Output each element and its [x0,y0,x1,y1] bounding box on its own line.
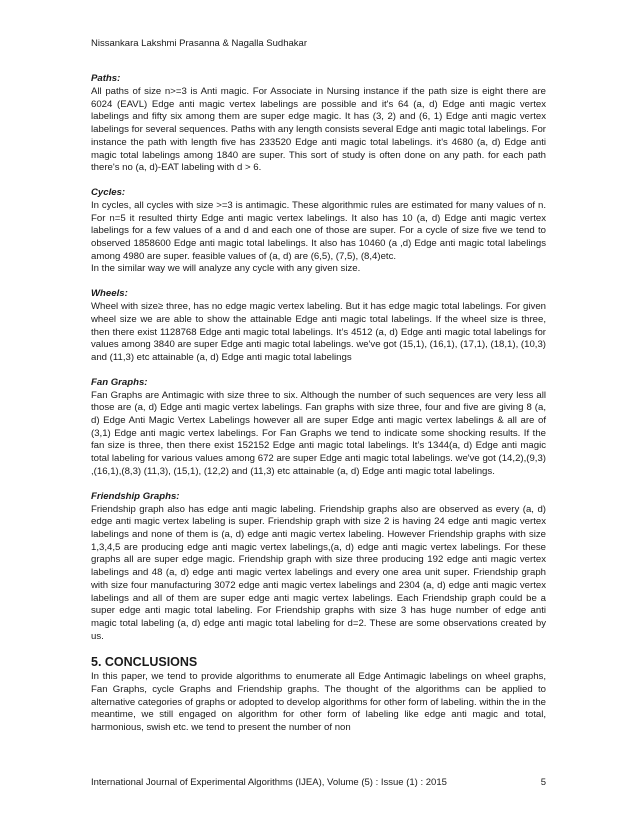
section-title: Wheels: [91,288,128,300]
paragraph: In this paper, we tend to provide algorithms to enumerate all Edge Antimagic labelings on wheel graphs, Fan Graphs, cycle Graphs and Friendship graphs. The thought of the algorithms can be applied to alternative categories of graphs or adopted to develop algorithms for other form of labeling. within the in the meantime, we still engaged on algorithm for other form of labeling like edge anti magic and total, harmonious, swish etc. we tend to present the number of non [91,671,546,734]
paragraph: Friendship graph also has edge anti magic labeling. Friendship graphs also are observed as every (a, d) edge anti magic vertex labeling is super. Friendship graph with size 2 is having 24 edge anti magic vertex labelings and none of them is (a, d) edge anti magic vertex labeling. However Friendship graphs with size 1,3,4,5 are producing edge anti magic vertex labelings,(a, d) edge anti magic vertex labelings. For these graphs all are super edge magic. Friendship graph with size three producing 192 edge anti magic vertex labelings and 48 (a, d) edge anti magic vertex labelings and every one area unit super. Friendship graph with size four manufacturing 3072 edge anti magic vertex labelings and 2304 (a, d) edge anti magic vertex labelings and all of them are super edge anti magic vertex labelings. Each Friendship graph could be a super edge anti magic total labeling. For Friendship graphs with size 3 has huge number of edge anti magic total labeling (a, d) edge anti magic total labeling for d=2. These are some observations created by us. [91,503,546,642]
paragraph: In cycles, all cycles with size >=3 is antimagic. These algorithmic rules are estimated for many values of n. For n=5 it resulted thirty Edge anti magic vertex labelings. It also has 10 (a, d) Edge anti magic vertex labelings for a few values of a and d and each one of those are super. For a cycle of size five we tend to observed 1858600 Edge anti magic total labelings. It also has 10460 (a ,d) Edge anti magic total labelings among 4980 are super. feasible values of (a, d) are (6,5), (7,5), (8,4)etc. [91,199,546,262]
section-title: Paths: [91,73,121,84]
page-number: 5 [540,777,546,788]
section-friendship-graphs [91,491,546,644]
section-cycles [91,187,546,276]
section-title: Fan Graphs: [91,376,148,388]
paragraph: All paths of size n>=3 is Anti magic. For Associate in Nursing instance if the path size is eight there are 6024 (EAVL) Edge anti magic vertex labelings are possible and it's 64 (a, d) Edge anti magic vertex labelings and fifty six among them are super edge magic. It has (3, 2) and (6, 1) Edge anti magic vertex labelings for several sequences. Paths with any length consists several Edge anti magic total labelings. For instance the path with length five has 233520 Edge anti magic total labelings. it's 4680 (a, d) Edge anti magic total labelings among 1840 are super. This sort of study is often done on any path. for each path there's no (a, d)-EAT labeling with d > 6. [91,86,546,174]
body-content [91,73,546,735]
section-title: Cycles: [91,186,126,198]
conclusions-title: 5. CONCLUSIONS [91,655,198,670]
paragraph: In the similar way we will analyze any cycle with any given size. [91,263,361,275]
section-title: Friendship Graphs: [91,490,180,502]
paragraph: Fan Graphs are Antimagic with size three to six. Although the number of such sequences are very less all those are (a, d) Edge anti magic vertex labelings. Fan graphs with size three, four and five are giving 8 (a, d) Edge Anti Magic Vertex Labelings however all are super Edge anti magic vertex labelings & all are of (3,1) Edge anti magic vertex labelings. For Fan Graphs we tend to indicate some shocking results. If the fan size is three, then there exist 152152 Edge anti magic total labelings. It’s 1344(a, d) Edge anti magic total labeling for various values among 672 are super Edge anti magic total labelings. we've got (14,2),(9,3) ,(16,1),(8,3) (11,3), (15,1), (12,2) and (11,3) etc attainable (a, d) Edge anti magic total labelings. [91,389,546,477]
journal-citation: International Journal of Experimental Algorithms (IJEA), Volume (5) : Issue (1) : 2015 [91,777,447,788]
section-wheels [91,288,546,365]
section-fan-graphs [91,377,546,479]
section-paths [91,73,546,175]
running-header: Nissankara Lakshmi Prasanna & Nagalla Sudhakar [91,38,307,49]
paragraph: Wheel with size≥ three, has no edge magic vertex labeling. But it has edge magic total labelings. For given wheel size we are able to show the attainable Edge anti magic total labelings. If the wheel size is three, then there exist 1128768 Edge anti magic total labelings. It’s 4512 (a, d) Edge anti magic total labelings for values among 3840 are super Edge anti magic total labelings. we've got (15,1), (16,1), (17,1), (18,1), (10,3) and (11,3) etc attainable (a, d) Edge anti magic total labelings [91,301,546,363]
section-conclusions [91,655,546,735]
